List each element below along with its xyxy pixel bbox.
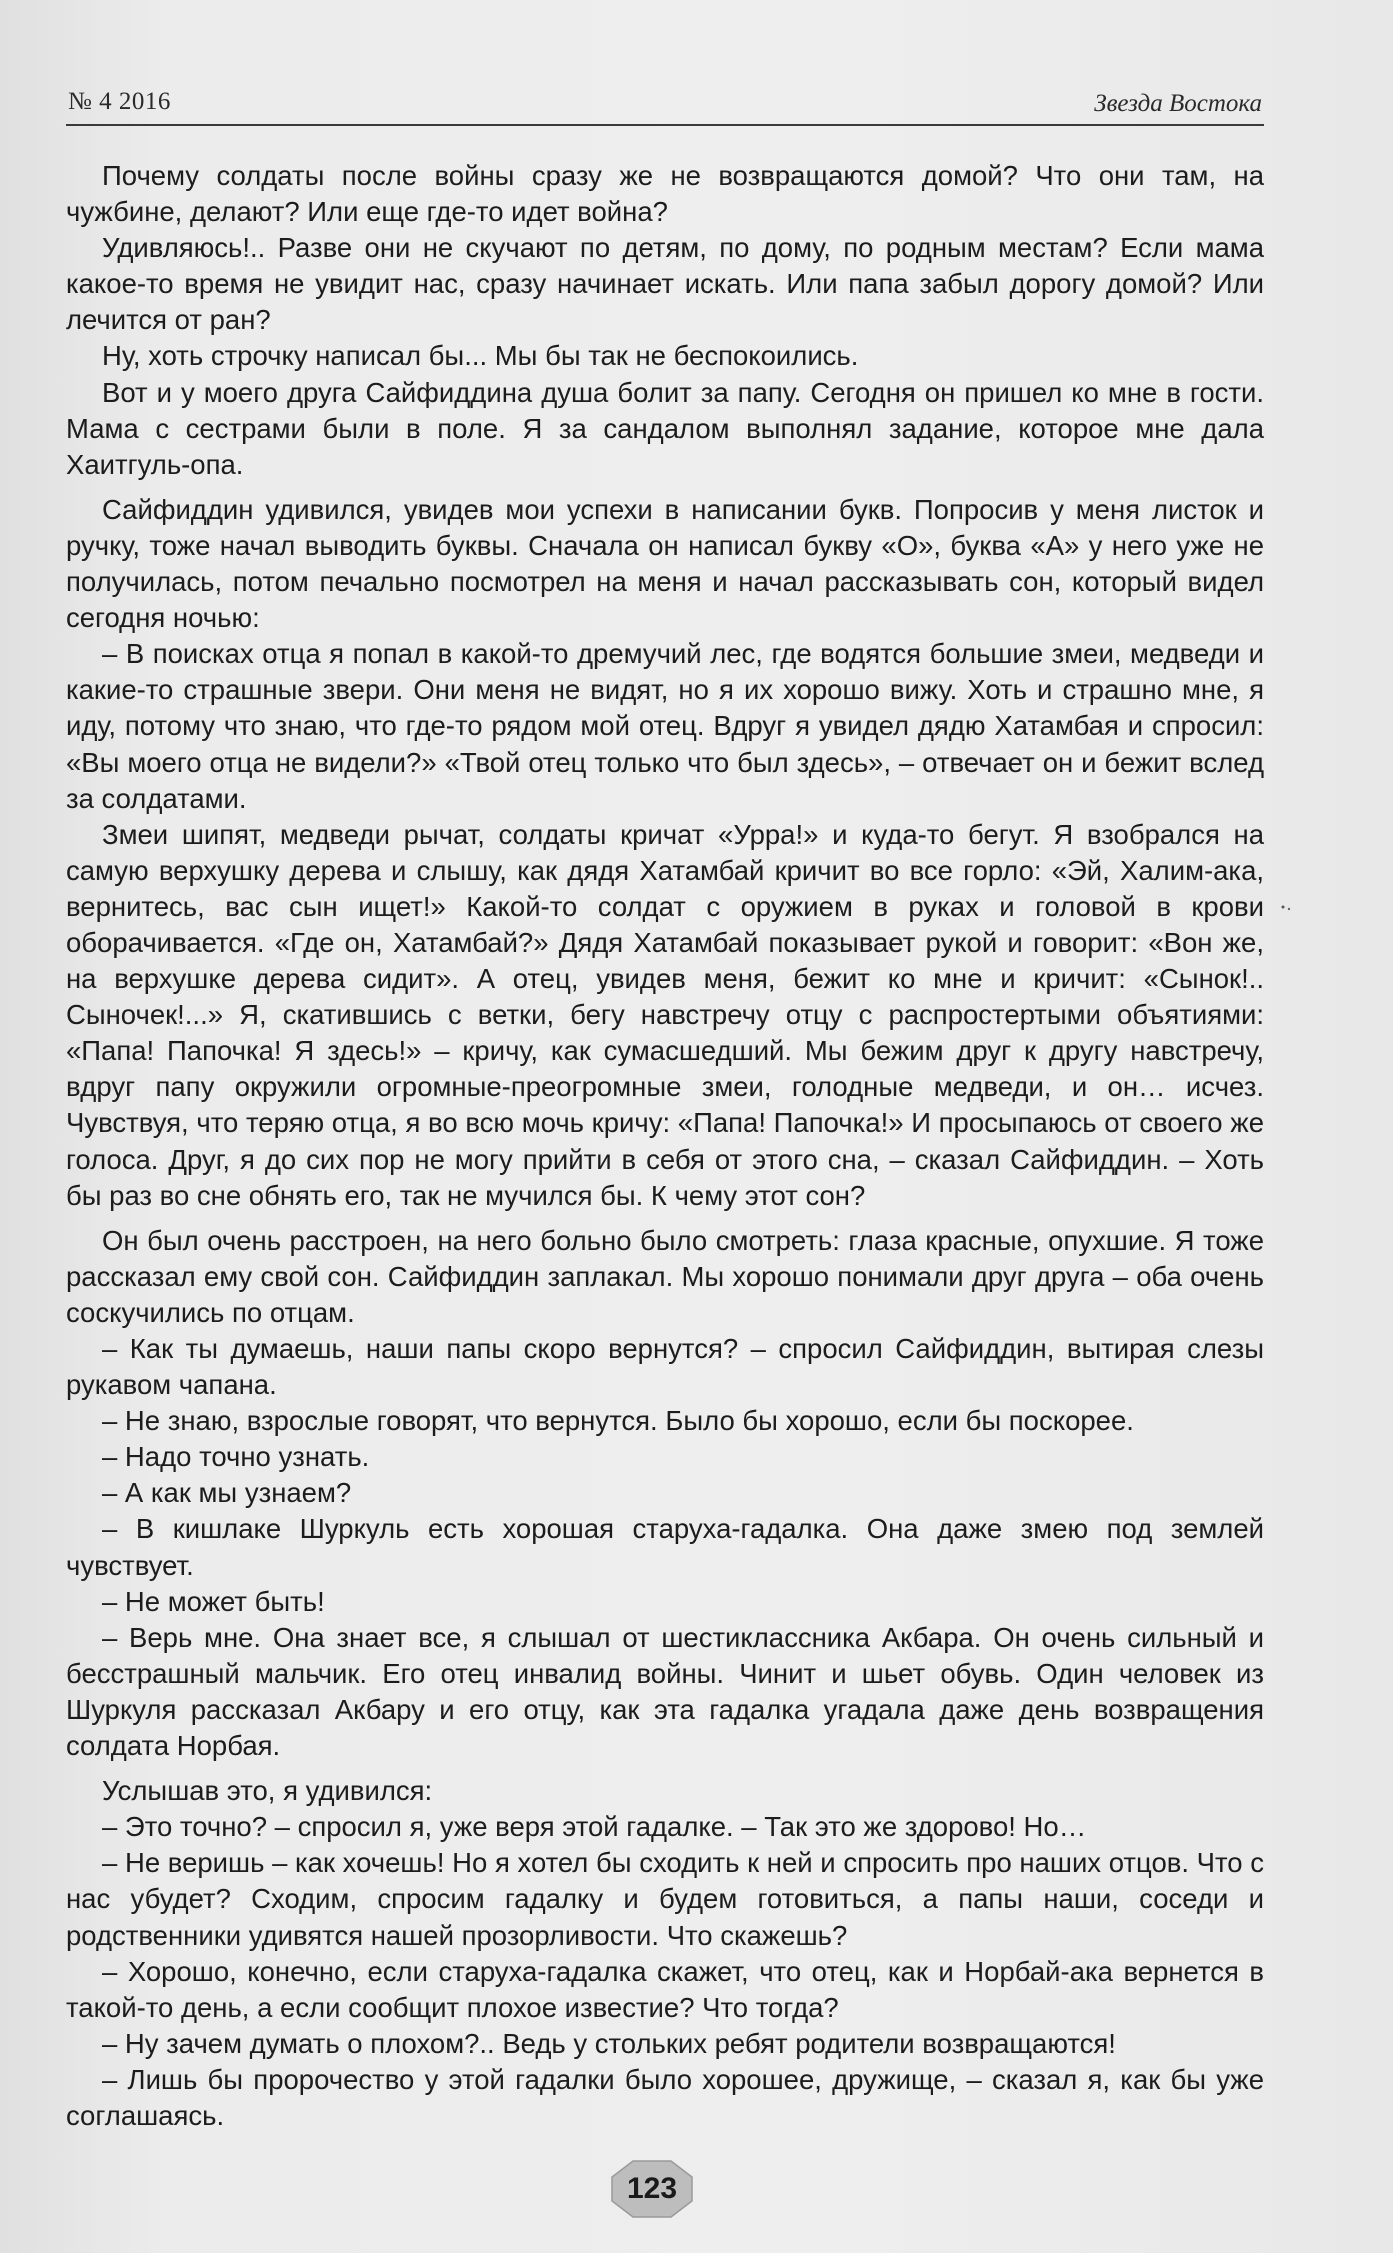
- paragraph: Сайфиддин удивился, увидев мои успехи в написании букв. Попросив у меня листок и ручку, тоже начал выводить буквы. Сначала он написал букву «О», буква «А» у него уже не получилась, потом печально посмотрел на меня и начал рассказывать сон, который видел сегодня ночью:: [66, 493, 1264, 634]
- paragraph: – Ну зачем думать о плохом?.. Ведь у стольких ребят родители возвращаются!: [102, 2027, 1116, 2059]
- paragraph: Змеи шипят, медведи рычат, солдаты кричат «Урра!» и куда-то бегут. Я взобрался на самую верхушку дерева и слышу, как дядя Хатамбай кричит во все горло: «Эй, Халим-ака, вернитесь, вас сын ищет!» Какой-то солдат с оружием в руках и головой в крови оборачивается. «Где он, Хатамбай?» Дядя Хатамбай показывает рукой и говорит: «Вон же, на верхушке дерева сидит». А отец, увидев меня, бежит ко мне и кричит: «Сынок!.. Сыночек!...» Я, скатившись с ветки, бегу навстречу отцу с распростертыми объятиями: «Папа! Папочка! Я здесь!» – кричу, как сумасшедший. Мы бежим друг к другу навстречу, вдруг папу окружили огромные-преогромные змеи, голодные медведи, и он… исчез. Чувствуя, что теряю отца, я во всю мочь кричу: «Папа! Папочка!» И просыпаюсь от своего же голоса. Друг, я до сих пор не могу прийти в себя от этого сна, – сказал Сайфиддин. – Хоть бы раз во сне обнять его, так не мучился бы. К чему этот сон?: [66, 818, 1264, 1211]
- page-number: 123: [626, 2172, 678, 2205]
- journal-title: Звезда Востока: [1094, 90, 1262, 117]
- scan-speck: [1280, 900, 1292, 910]
- running-header: [66, 84, 1264, 126]
- paragraph: Ну, хоть строчку написал бы... Мы бы так не беспокоились.: [102, 340, 859, 372]
- paragraph: Он был очень расстроен, на него больно было смотреть: глаза красные, опухшие. Я тоже рассказал ему свой сон. Сайфиддин заплакал. Мы хорошо понимали друг друга – оба очень соскучились по отцам.: [66, 1224, 1264, 1328]
- paragraph: – Не может быть!: [102, 1585, 325, 1617]
- paragraph: Вот и у моего друга Сайфиддина душа болит за папу. Сегодня он пришел ко мне в гости. Мама с сестрами были в поле. Я за сандалом выполнял задание, которое мне дала Хаитгуль-опа.: [66, 376, 1264, 480]
- paragraph: – Надо точно узнать.: [102, 1441, 370, 1473]
- paragraph: – Хорошо, конечно, если старуха-гадалка скажет, что отец, как и Норбай-ака вернется в такой-то день, а если сообщит плохое известие? Что тогда?: [66, 1955, 1264, 2023]
- paragraph: – В поисках отца я попал в какой-то дремучий лес, где водятся большие змеи, медведи и какие-то страшные звери. Они меня не видят, но я их хорошо вижу. Хоть и страшно мне, я иду, потому что знаю, что где-то рядом мой отец. Вдруг я увидел дядю Хатамбая и спросил: «Вы моего отца не видели?» «Твой отец только что был здесь», – отвечает он и бежит вслед за солдатами.: [66, 638, 1264, 814]
- paragraph: Почему солдаты после войны сразу же не возвращаются домой? Что они там, на чужбине, делают? Или еще где-то идет война?: [66, 160, 1264, 228]
- paragraph: Услышав это, я удивился:: [102, 1775, 433, 1807]
- paragraph: – В кишлаке Шуркуль есть хорошая старуха-гадалка. Она даже змею под землей чувствует.: [66, 1513, 1264, 1581]
- paragraph: – Как ты думаешь, наши папы скоро вернутся? – спросил Сайфиддин, вытирая слезы рукавом чапана.: [66, 1333, 1264, 1401]
- paragraph: Удивляюсь!.. Разве они не скучают по детям, по дому, по родным местам? Если мама какое-то время не увидит нас, сразу начинает искать. Или папа забыл дорогу домой? Или лечится от ран?: [66, 232, 1264, 336]
- article-body: [66, 158, 1264, 2134]
- paragraph: – А как мы узнаем?: [102, 1477, 352, 1509]
- paragraph: – Не знаю, взрослые говорят, что вернутся. Было бы хорошо, если бы поскорее.: [102, 1405, 1134, 1437]
- issue-label: № 4 2016: [68, 88, 171, 115]
- paragraph: – Не веришь – как хочешь! Но я хотел бы сходить к ней и спросить про наших отцов. Что с нас убудет? Сходим, спросим гадалку и будем готовиться, а папы наши, соседи и родственники удивятся нашей прозорливости. Что скажешь?: [66, 1847, 1264, 1951]
- page-number-badge: [611, 2160, 693, 2218]
- paragraph: – Лишь бы пророчество у этой гадалки было хорошее, дружище, – сказал я, как бы уже соглашаясь.: [66, 2063, 1264, 2131]
- paragraph: – Верь мне. Она знает все, я слышал от шестиклассника Акбара. Он очень сильный и бесстрашный мальчик. Его отец инвалид войны. Чинит и шьет обувь. Один человек из Шуркуля рассказал Акбару и его отцу, как эта гадалка угадала даже день возвращения солдата Норбая.: [66, 1621, 1264, 1762]
- paragraph: – Это точно? – спросил я, уже веря этой гадалке. – Так это же здорово! Но…: [102, 1811, 1087, 1843]
